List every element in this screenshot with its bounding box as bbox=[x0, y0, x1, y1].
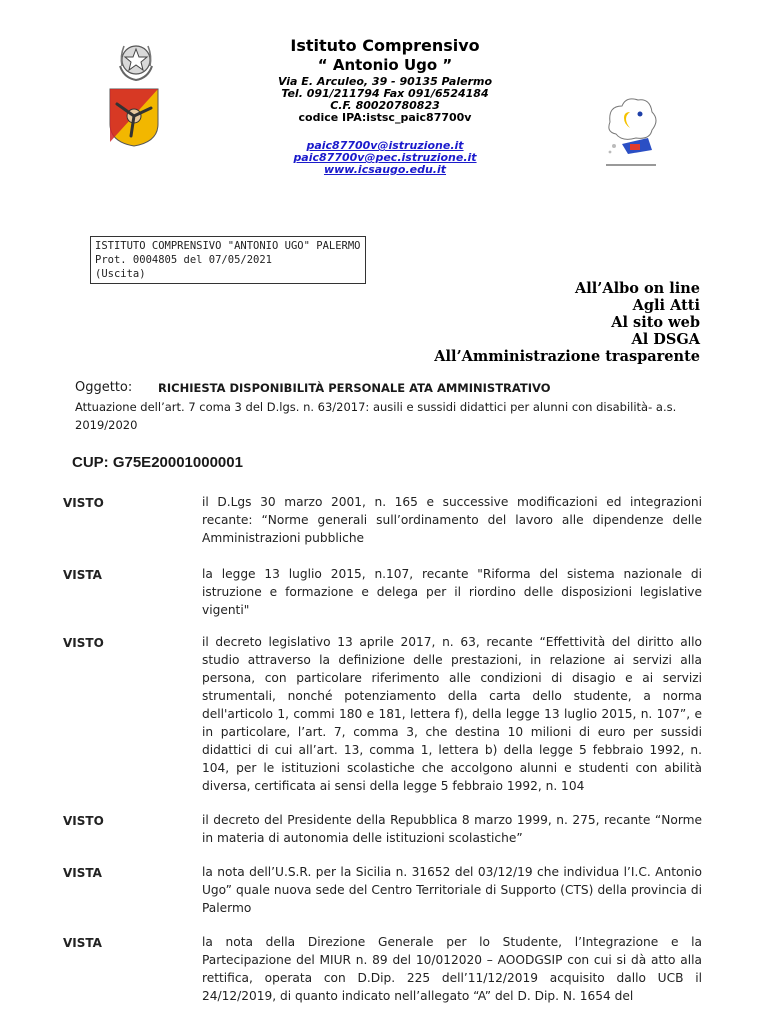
subject-label: Oggetto: bbox=[75, 380, 133, 395]
school-phone: Tel. 091/211794 Fax 091/6524184 bbox=[281, 87, 489, 100]
school-ipa-code: codice IPA:istsc_paic87700v bbox=[298, 111, 472, 124]
recipient-dsga: Al DSGA bbox=[631, 331, 700, 348]
clause-text: il decreto legislativo 13 aprile 2017, n. 63, recante “Effettività del diritto allo studio attraverso la definizione delle prestazioni, in relazione ai servizi alla persona, con particolare riferimento alle condizioni di disagio e ai servizi strumentali, nonché potenziamento della carta dello studente, a norma dell'articolo 1, commi 180 e 181, lettera f), della legge 13 luglio 2015, n. 107”, e in particolare, l’art. 7, comma 3, che destina 10 milioni di euro per sussidi didattici di cui all’art. 13, comma 1, lettera b) della legge 5 febbraio 1992, n. 104, per le istituzioni scolastiche che accolgono alunni e studenti con abilità diversa, certificata ai sensi della legge 5 febbraio 1992, n. 104 bbox=[202, 635, 702, 793]
clause-label: VISTO bbox=[63, 496, 104, 510]
recipient-amministrazione: All’Amministrazione trasparente bbox=[434, 348, 700, 365]
clause-label: VISTA bbox=[63, 866, 102, 880]
school-website-link[interactable]: www.icsaugo.edu.it bbox=[323, 163, 447, 176]
recipient-sito-web: Al sito web bbox=[611, 314, 700, 331]
school-subname: “ Antonio Ugo ” bbox=[317, 56, 453, 74]
clause-label: VISTA bbox=[63, 936, 102, 950]
clause-text: la nota dell’U.S.R. per la Sicilia n. 31652 del 03/12/19 che individua l’I.C. Antonio Ugo” quale nuova sede del Centro Territoriale di Supporto (CTS) della provincia di Palermo bbox=[202, 865, 702, 915]
clause-text: il decreto del Presidente della Repubblica 8 marzo 1999, n. 275, recante “Norme in materia di autonomia delle istituzioni scolastiche” bbox=[202, 813, 702, 845]
clause-label: VISTO bbox=[63, 814, 104, 828]
school-email-link[interactable]: paic87700v@istruzione.it bbox=[306, 139, 464, 152]
protocol-line-direction: (Uscita) bbox=[95, 268, 146, 280]
clause-text: la legge 13 luglio 2015, n.107, recante "Riforma del sistema nazionale di istruzione e formazione e delega per il riordino delle disposizioni legislative vigenti" bbox=[202, 567, 702, 617]
clause-text: il D.Lgs 30 marzo 2001, n. 165 e successive modificazioni ed integrazioni recante: “Norme generali sull’ordinamento del lavoro alle dipendenze delle Amministrazioni pubbliche bbox=[202, 495, 702, 545]
clause-label: VISTO bbox=[63, 636, 104, 650]
subject-description: Attuazione dell’art. 7 coma 3 del D.lgs. n. 63/2017: ausili e sussidi didattici per alunni con disabilità- a.s. 2019/2020 bbox=[75, 400, 677, 432]
school-address: Via E. Arculeo, 39 - 90135 Palermo bbox=[277, 75, 493, 88]
clause-label: VISTA bbox=[63, 568, 102, 582]
cup-code: CUP: G75E20001000001 bbox=[72, 454, 243, 471]
protocol-line-school: ISTITUTO COMPRENSIVO "ANTONIO UGO" PALERMO bbox=[95, 240, 361, 252]
protocol-stamp bbox=[90, 236, 366, 284]
school-tax-code: C.F. 80020780823 bbox=[330, 99, 440, 112]
recipient-atti: Agli Atti bbox=[632, 297, 700, 314]
subject-title: RICHIESTA DISPONIBILITÀ PERSONALE ATA AMMINISTRATIVO bbox=[158, 381, 551, 395]
school-pec-link[interactable]: paic87700v@pec.istruzione.it bbox=[293, 151, 477, 164]
recipient-albo: All’Albo on line bbox=[575, 280, 700, 297]
clause-text: la nota della Direzione Generale per lo Studente, l’Integrazione e la Partecipazione del MIUR n. 89 del 10/012020 – AOODGSIP con cui si dà atto alla rettifica, operata con D.Dip. 225 dell’11/12/2019 acquisito dallo UCB il 24/12/2019, di quanto indicato nell’allegato “A” del D. Dip. N. 1654 del bbox=[202, 935, 702, 1003]
school-name: Istituto Comprensivo bbox=[290, 36, 480, 55]
protocol-line-number: Prot. 0004805 del 07/05/2021 bbox=[95, 254, 273, 266]
